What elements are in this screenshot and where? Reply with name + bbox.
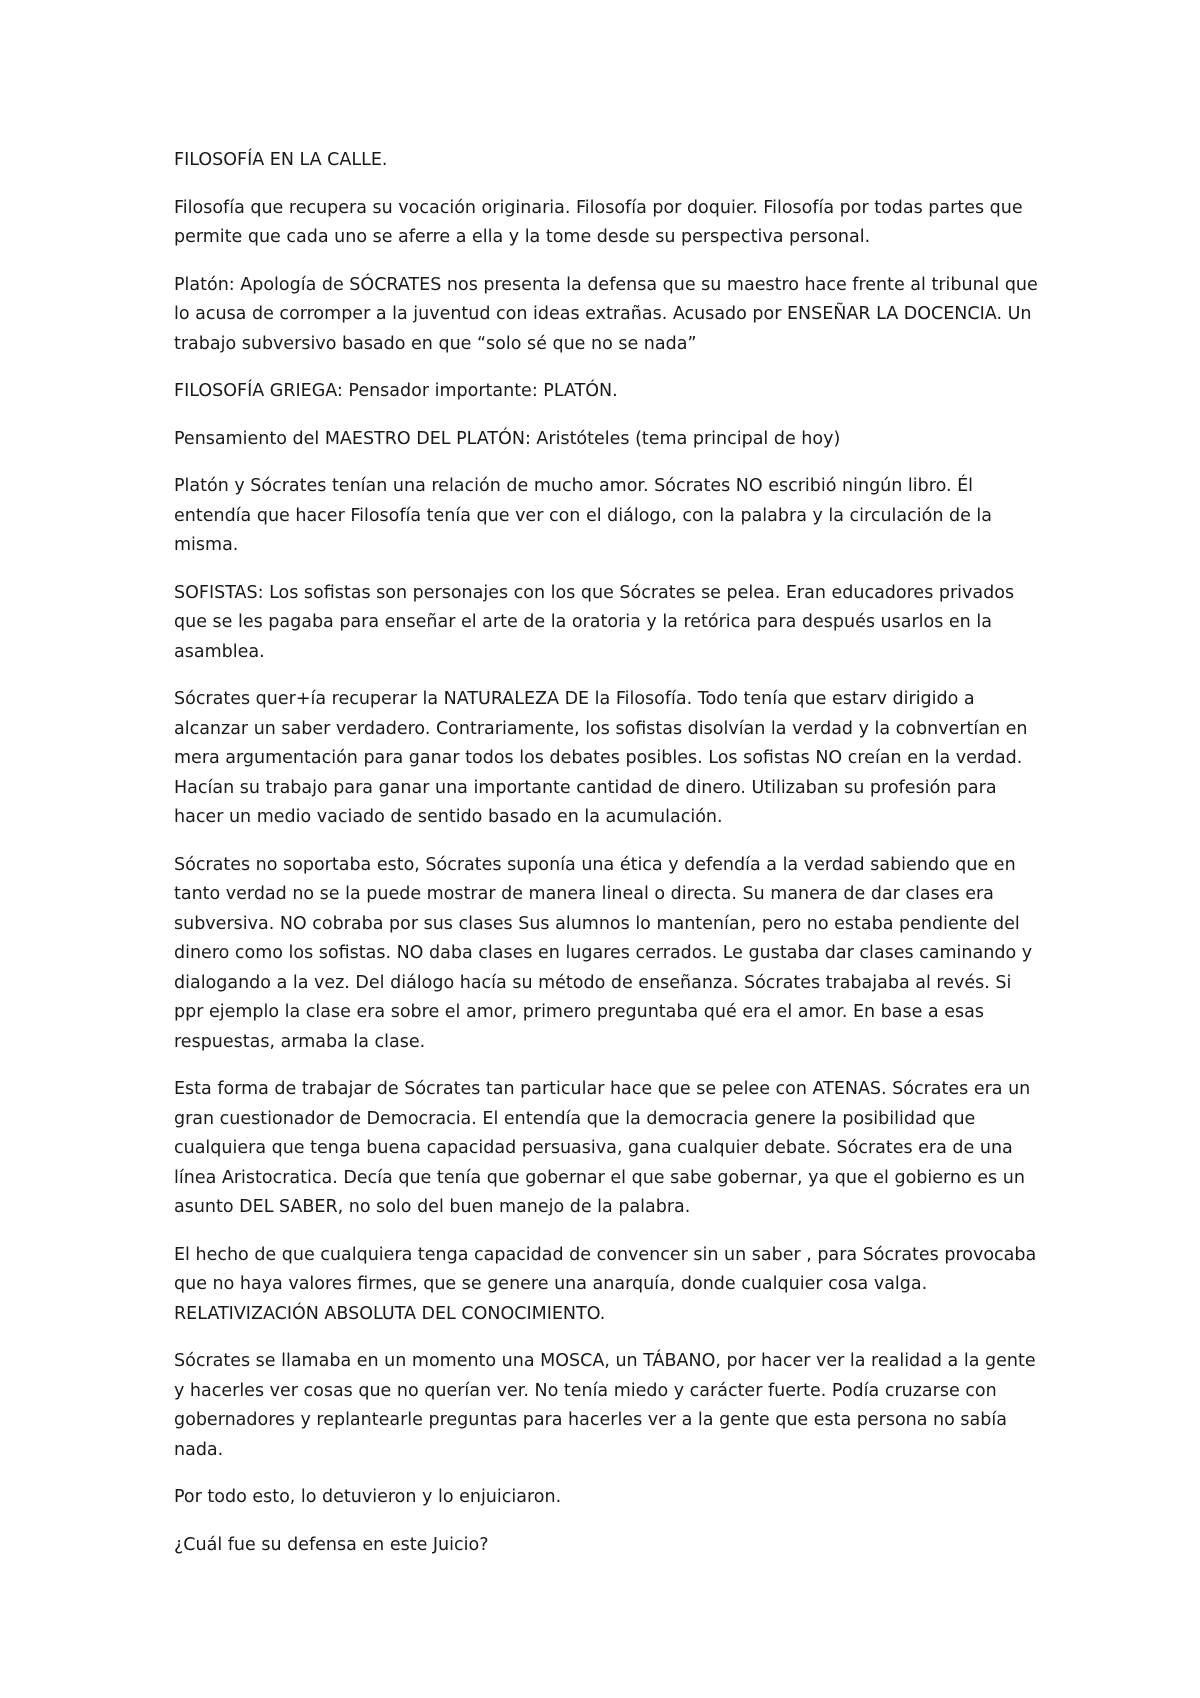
paragraph-relativizacion: El hecho de que cualquiera tenga capacidad de convencer sin un saber , para Sócrates provocaba que no haya valores firmes, que se genere una anarquía, donde cualquier cosa valga. RELATIVIZACIÓN ABSOLUTA DEL CONOCIMIENTO. <box>174 1244 1037 1324</box>
paragraph-platon-socrates: Platón y Sócrates tenían una relación de mucho amor. Sócrates NO escribió ningún libro. Él entendía que hacer Filosofía tenía que ver con el diálogo, con la palabra y la circulación de la misma. <box>174 476 993 555</box>
paragraph-filosofia-griega: FILOSOFÍA GRIEGA: Pensador importante: PLATÓN. <box>174 381 618 401</box>
paragraph-pensamiento-maestro: Pensamiento del MAESTRO DEL PLATÓN: Aristóteles (tema principal de hoy) <box>174 428 841 449</box>
document-title: FILOSOFÍA EN LA CALLE. <box>174 150 388 170</box>
paragraph-apologia: Platón: Apología de SÓCRATES nos presenta la defensa que su maestro hace frente al tribunal que lo acusa de corromper a la juventud con ideas extrañas. Acusado por ENSEÑAR LA DOCENCIA. Un trabajo subversivo basado en que “solo sé que no se nada” <box>174 274 1038 354</box>
paragraph-intro: Filosofía que recupera su vocación originaria. Filosofía por doquier. Filosofía por todas partes que permite que cada uno se aferre a ella y la tome desde su perspectiva personal. <box>174 197 1023 247</box>
paragraph-tabano: Sócrates se llamaba en un momento una MOSCA, un TÁBANO, por hacer ver la realidad a la gente y hacerles ver cosas que no querían ver. No tenía miedo y carácter fuerte. Podía cruzarse con gobernadores y replantearle preguntas para hacerles ver a la gente que esta persona no sabía nada. <box>174 1351 1036 1460</box>
paragraph-enjuiciaron: Por todo esto, lo detuvieron y lo enjuiciaron. <box>174 1487 562 1507</box>
paragraph-sofistas: SOFISTAS: Los sofistas son personajes con los que Sócrates se pelea. Eran educadores privados que se les pagaba para enseñar el arte de la oratoria y la retórica para después usarlos en la asamblea. <box>174 582 1015 662</box>
paragraph-naturaleza: Sócrates quer+ía recuperar la NATURALEZA DE la Filosofía. Todo tenía que estarv dirigido a alcanzar un saber verdadero. Contrariamente, los sofistas disolvían la verdad y la cobnvertían en mera argumentación para ganar todos los debates posibles. Los sofistas NO creían en la verdad. Hacían su trabajo para ganar una importante cantidad de dinero. Utilizaban su profesión para hacer un medio vaciado de sentido basado en la acumulación. <box>174 689 1028 827</box>
paragraph-metodo: Sócrates no soportaba esto, Sócrates suponía una ética y defendía a la verdad sabiendo que en tanto verdad no se la puede mostrar de manera lineal o directa. Su manera de dar clases era subversiva. NO cobraba por sus clases Sus alumnos lo mantenían, pero no estaba pendiente del dinero como los sofistas. NO daba clases en lugares cerrados. Le gustaba dar clases caminando y dialogando a la vez. Del diálogo hacía su método de enseñanza. Sócrates trabajaba al revés. Si ppr ejemplo la clase era sobre el amor, primero preguntaba qué era el amor. En base a esas respuestas, armaba la clase. <box>174 854 1033 1052</box>
paragraph-pregunta-defensa: ¿Cuál fue su defensa en este Juicio? <box>174 1534 489 1555</box>
document-body <box>174 146 1046 1578</box>
paragraph-atenas: Esta forma de trabajar de Sócrates tan particular hace que se pelee con ATENAS. Sócrates era un gran cuestionador de Democracia. El entendía que la democracia genere la posibilidad que cualquiera que tenga buena capacidad persuasiva, gana cualquier debate. Sócrates era de una línea Aristocratica. Decía que tenía que gobernar el que sabe gobernar, ya que el gobierno es un asunto DEL SABER, no solo del buen manejo de la palabra. <box>174 1079 1031 1217</box>
